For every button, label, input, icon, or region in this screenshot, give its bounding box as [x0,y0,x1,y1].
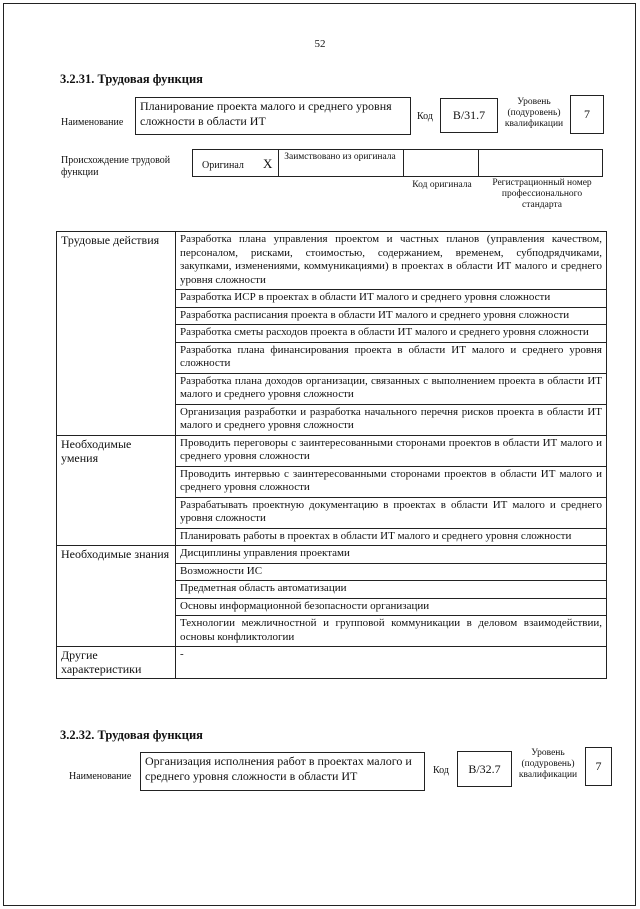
function-name-box-1: Планирование проекта малого и среднего уровня сложности в области ИТ [135,97,411,135]
origin-label: Происхождение трудовой функции [61,155,171,178]
skills-heading: Необходимые умения [57,435,176,546]
knowledge-heading: Необходимые знания [57,546,176,647]
knowledge-item: Технологии межличностной и групповой коммуникации в деловом взаимодействии, основы конфликтологии [176,616,607,647]
section-title-2: 3.2.32. Трудовая функция [60,728,203,742]
action-item: Разработка расписания проекта в области ИТ малого и среднего уровня сложности [176,307,607,325]
skill-item: Проводить переговоры с заинтересованными сторонами проектов в области ИТ малого и среднего уровня сложности [176,435,607,466]
level-label-1: Уровень (подуровень) квалификации [504,97,564,129]
knowledge-item: Основы информационной безопасности организации [176,598,607,616]
original-mark: X [263,156,273,171]
borrowed-label: Заимствовано из оригинала [284,152,396,162]
name-label-2: Наименование [69,771,132,782]
function-details-table [56,231,607,679]
action-item: Разработка сметы расходов проекта в области ИТ малого и среднего уровня сложности [176,325,607,343]
skill-item: Разрабатывать проектную документацию в проектах в области ИТ малого и среднего уровня сложности [176,497,607,528]
action-item: Разработка плана управления проектом и частных планов (управления качеством, персоналом, рисками, стоимостью, содержанием, временем, субподрядчиками, закупками, изменениями, коммуникациями) в проектах в области ИТ малого и среднего уровня сложности [176,232,607,290]
code-box-2: B/32.7 [457,751,512,787]
other-value: - [176,647,607,679]
knowledge-item: Возможности ИС [176,563,607,581]
knowledge-item: Дисциплины управления проектами [176,546,607,564]
registration-number-label: Регистрационный номер профессионального стандарта [492,178,592,210]
function-name-box-2: Организация исполнения работ в проектах малого и среднего уровня сложности в области ИТ [140,752,425,791]
section-title-1: 3.2.31. Трудовая функция [60,72,203,86]
action-item: Разработка плана доходов организации, связанных с выполнением проекта в области ИТ малого и среднего уровня сложности [176,373,607,404]
other-heading: Другие характеристики [57,647,176,679]
origin-table [192,149,603,177]
actions-heading: Трудовые действия [57,232,176,436]
action-item: Организация разработки и разработка начального перечня рисков проекта в области ИТ малого и среднего уровня сложности [176,404,607,435]
knowledge-item: Предметная область автоматизации [176,581,607,599]
code-box-1: B/31.7 [440,98,498,133]
action-item: Разработка ИСР в проектах в области ИТ малого и среднего уровня сложности [176,290,607,308]
level-label-2: Уровень (подуровень) квалификации [518,748,578,780]
original-label: Оригинал [202,160,244,171]
name-label-1: Наименование [61,117,124,128]
level-box-2: 7 [585,747,612,786]
code-label-2: Код [433,765,449,776]
code-label-1: Код [417,111,433,122]
skill-item: Проводить интервью с заинтересованными сторонами проектов в области ИТ малого и среднего уровня сложности [176,466,607,497]
skill-item: Планировать работы в проектах в области ИТ малого и среднего уровня сложности [176,528,607,546]
action-item: Разработка плана финансирования проекта в области ИТ малого и среднего уровня сложности [176,342,607,373]
original-code-label: Код оригинала [412,180,472,190]
level-box-1: 7 [570,95,604,134]
page-number: 52 [314,38,326,50]
